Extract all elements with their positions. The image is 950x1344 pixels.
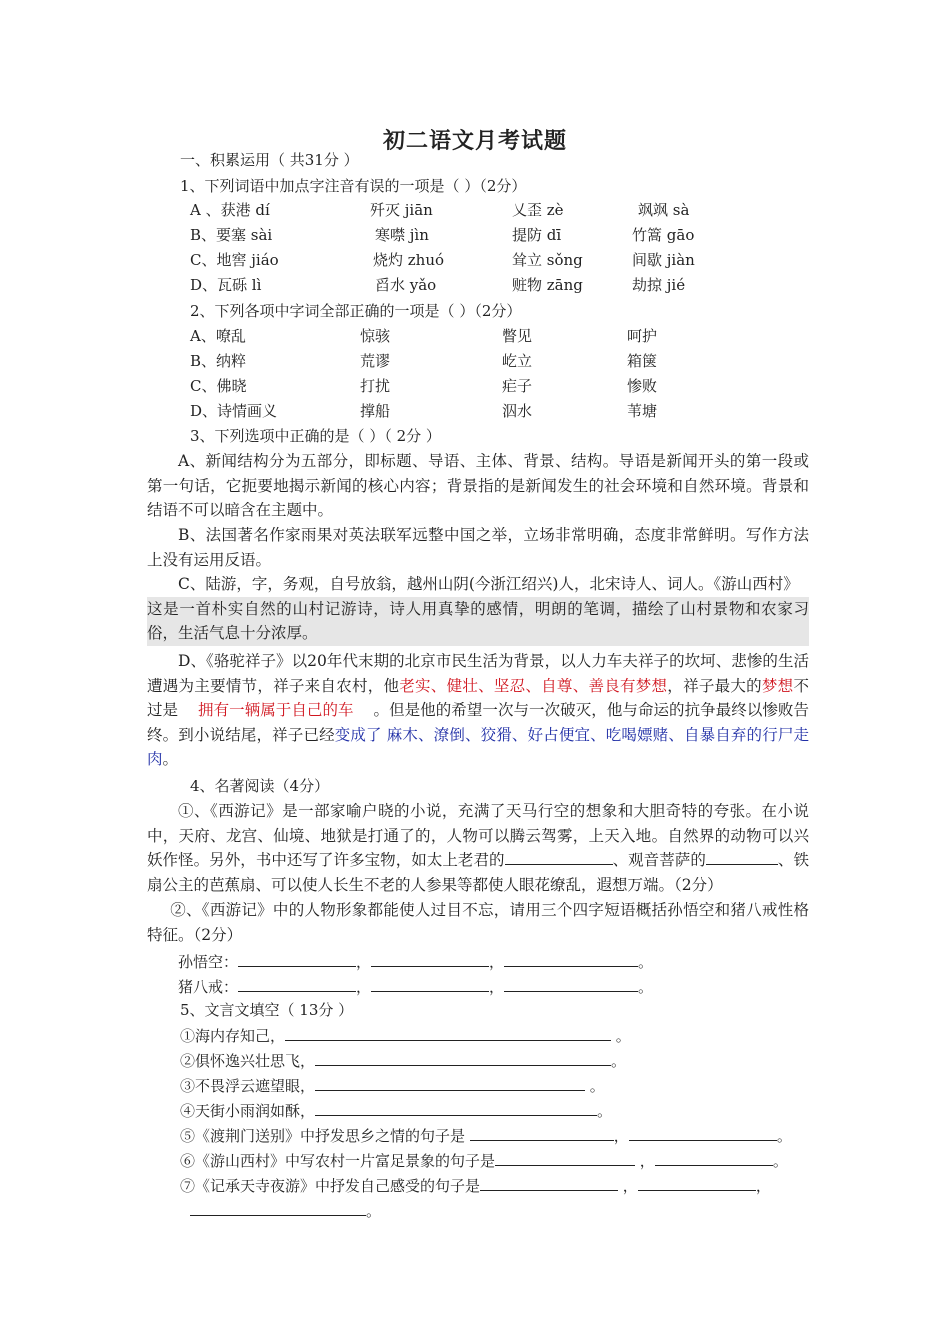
q4-sun-blank-2[interactable] [371,951,489,967]
q1-d-2: 舀水 yǎo [375,276,437,294]
q3-option-c-line1: C、陆游，字，务观，自号放翁，越州山阴(今浙江绍兴)人，北宋诗人、词人。《游山西村》 [178,575,799,593]
q5-item-2 [180,1050,626,1071]
q4-zhu-blank-3[interactable] [504,976,638,992]
q3-option-c [147,572,809,646]
q5-item-6 [180,1150,788,1171]
q2-a-4: 呵护 [627,327,658,345]
q5-blank-5b[interactable] [629,1125,777,1141]
comma: ， [356,978,372,996]
q5-blank-4[interactable] [315,1100,597,1116]
q1-c-1: C、地窖 jiáo [190,251,279,269]
q5-item-5 [180,1125,792,1146]
comma: ， [613,1127,629,1145]
q1-b-3: 提防 dī [512,226,562,244]
q5-item-7-text: ⑦《记承天寺夜游》中抒发自己感受的句子是 [180,1177,481,1195]
q4-zhu-blank-2[interactable] [371,976,489,992]
q2-c-3: 疟子 [502,377,533,395]
period: 。 [615,1027,631,1045]
q1-c-2: 烧灼 zhuó [373,251,445,269]
q3-d-red-car: 拥有一辆属于自己的车 [178,701,374,719]
q5-item-5-text: ⑤《渡荆门送别》中抒发思乡之情的句子是 [180,1127,466,1145]
q4-sun-label: 孙悟空： [178,953,239,971]
q3-option-b: B、法国著名作家雨果对英法联军远整中国之举，立场非常明确，态度非常鲜明。写作方法上没有运用反语。 [147,526,809,569]
q4-part1-text-a: ①、《西游记》是一部家喻户晓的小说，充满了天马行空的想象和大胆奇特的夸张。在小说中，天府、龙宫、仙境、地狱是打通了的，人物可以腾云驾雾，上天入地。自然界的动物可以兴妖作怪。另外，书中还写了许多宝物，如太上老君的 [147,802,809,869]
q2-b-1: B、纳粹 [190,352,247,370]
q1-b-2: 寒噤 jìn [375,226,429,244]
q3-option-d [147,649,809,772]
q3-d-text-c: 不过是 [147,676,809,719]
q1-stem: 1、下列词语中加点字注音有误的一项是（ ）（2分） [180,177,527,195]
q5-blank-6b[interactable] [655,1150,773,1166]
q3-d-text-e: 。 [162,750,179,768]
q5-blank-3[interactable] [315,1075,585,1091]
q5-stem: 5、文言文填空（ 13分 ） [180,1001,354,1019]
period: 。 [638,953,654,971]
q3-option-a: A、新闻结构分为五部分，即标题、导语、主体、背景、结构。导语是新闻开头的第一段或第一句话，它扼要地揭示新闻的核心内容；背景指的是新闻发生的社会环境和自然环境。背景和结语不可以暗含在主题中。 [147,452,809,519]
period: 。 [589,1077,605,1095]
q4-zhu-blank-1[interactable] [238,976,356,992]
q4-sun-blank-1[interactable] [238,951,356,967]
q1-a-3: 乂歪 zè [512,201,564,219]
period: 。 [597,1102,613,1120]
comma: ， [489,953,505,971]
q4-sun-row [178,951,653,972]
period: 。 [611,1052,627,1070]
section-heading: 一、积累运用（ 共31分 ） [180,151,359,169]
q1-c-3: 耸立 sǒng [512,251,583,269]
q2-c-1: C、佛晓 [190,377,247,395]
q2-a-2: 惊骇 [360,327,391,345]
comma: ， [356,953,372,971]
q5-item-7-cont [190,1200,381,1221]
q4-zhu-label: 猪八戒： [178,978,239,996]
q1-a-2: 歼灭 jiān [370,201,433,219]
q2-d-2: 撑船 [360,402,391,420]
q5-item-1 [180,1025,631,1046]
period: 。 [638,978,654,996]
q3-d-blue-ending: 变成了 麻木、潦倒、狡猾、好占便宜、吃喝嫖赌、自暴自弃的行尸走肉 [147,725,809,768]
q4-part1-text-c: 、铁扇公主的芭蕉扇、可以使人长生不老的人参果等都使人眼花缭乱，遐想万端。（2分） [147,851,809,894]
page-title: 初二语文月考试题 [382,128,567,154]
q2-d-4: 苇塘 [627,402,658,420]
q2-b-3: 屹立 [502,352,533,370]
q3-d-text-b: ，祥子最大的 [667,676,762,695]
q2-b-4: 箱箧 [627,352,658,370]
q2-a-3: 瞥见 [502,327,533,345]
period: 。 [772,1152,788,1170]
q4-part1 [147,799,809,897]
q5-blank-7a[interactable] [480,1175,618,1191]
comma: ， [622,1177,638,1195]
q2-c-2: 打扰 [360,377,391,395]
q5-blank-2[interactable] [315,1050,611,1066]
q5-blank-1[interactable] [285,1025,611,1041]
q4-zhu-row [178,976,653,997]
q4-part1-text-b: 、观音菩萨的 [612,851,706,869]
period: 。 [366,1202,382,1220]
q2-c-4: 惨败 [627,377,658,395]
q3-d-red-traits: 老实、健壮、坚忍、自尊、善良有梦想 [399,676,668,695]
period: 。 [776,1127,792,1145]
q5-blank-7c[interactable] [190,1200,366,1216]
q1-c-4: 间歇 jiàn [632,251,695,269]
q2-a-1: A、嘹乱 [190,327,246,345]
q2-b-2: 荒谬 [360,352,391,370]
q5-item-3 [180,1075,605,1096]
q4-part2: ②、《西游记》中的人物形象都能使人过目不忘，请用三个四字短语概括孙悟空和猪八戒性格特征。（2分） [147,901,809,944]
q3-option-c-highlight: 这是一首朴实自然的山村记游诗，诗人用真挚的感情，明朗的笔调，描绘了山村景物和农家习俗，生活气息十分浓厚。 [147,597,809,646]
q1-d-1: D、瓦砾 lì [190,276,262,294]
q3-d-text-a: D、《骆驼祥子》以20年代末期的北京市民生活为背景，以人力车夫祥子的坎坷、悲惨的生活遭遇为主要情节，祥子来自农村，他 [147,652,809,695]
q2-stem: 2、下列各项中字词全部正确的一项是（ ）（2分） [190,302,522,320]
q1-a-4: 飒飒 sà [638,201,690,219]
q3-stem: 3、下列选项中正确的是（ ）（ 2分 ） [190,427,441,445]
q5-item-4 [180,1100,612,1121]
q2-d-1: D、诗情画义 [190,402,278,420]
q5-blank-7b[interactable] [638,1175,756,1191]
q2-d-3: 泅水 [502,402,533,420]
q4-sun-blank-3[interactable] [504,951,638,967]
comma: ， [489,978,505,996]
q4-blank-laojun[interactable] [505,849,613,865]
q1-d-3: 赃物 zāng [512,276,583,294]
q5-blank-5a[interactable] [470,1125,614,1141]
q5-item-4-text: ④天街小雨润如酥， [180,1102,316,1120]
q5-item-3-text: ③不畏浮云遮望眼， [180,1077,316,1095]
q1-b-1: B、要塞 sài [190,226,273,244]
q1-d-4: 劫掠 jié [632,276,686,294]
q5-item-2-text: ②俱怀逸兴壮思飞， [180,1052,316,1070]
q4-stem: 4、名著阅读（4分） [190,777,330,795]
q5-blank-6a[interactable] [495,1150,635,1166]
q3-d-text-d: 。但是他的希望一次与一次破灭，他与命运的抗争最终以惨败告终。到小说结尾，祥子已经 [147,701,809,744]
q1-a-1: A 、获港 dí [190,201,270,219]
q1-b-4: 竹篙 gāo [632,226,695,244]
q4-blank-guanyin[interactable] [706,849,778,865]
q5-item-6-text: ⑥《游山西村》中写农村一片富足景象的句子是 [180,1152,496,1170]
comma: ， [639,1152,655,1170]
q3-d-red-dream: 梦想 [761,676,794,695]
comma: ， [755,1177,771,1195]
q5-item-7 [180,1175,771,1196]
q5-item-1-text: ①海内存知己， [180,1027,286,1045]
